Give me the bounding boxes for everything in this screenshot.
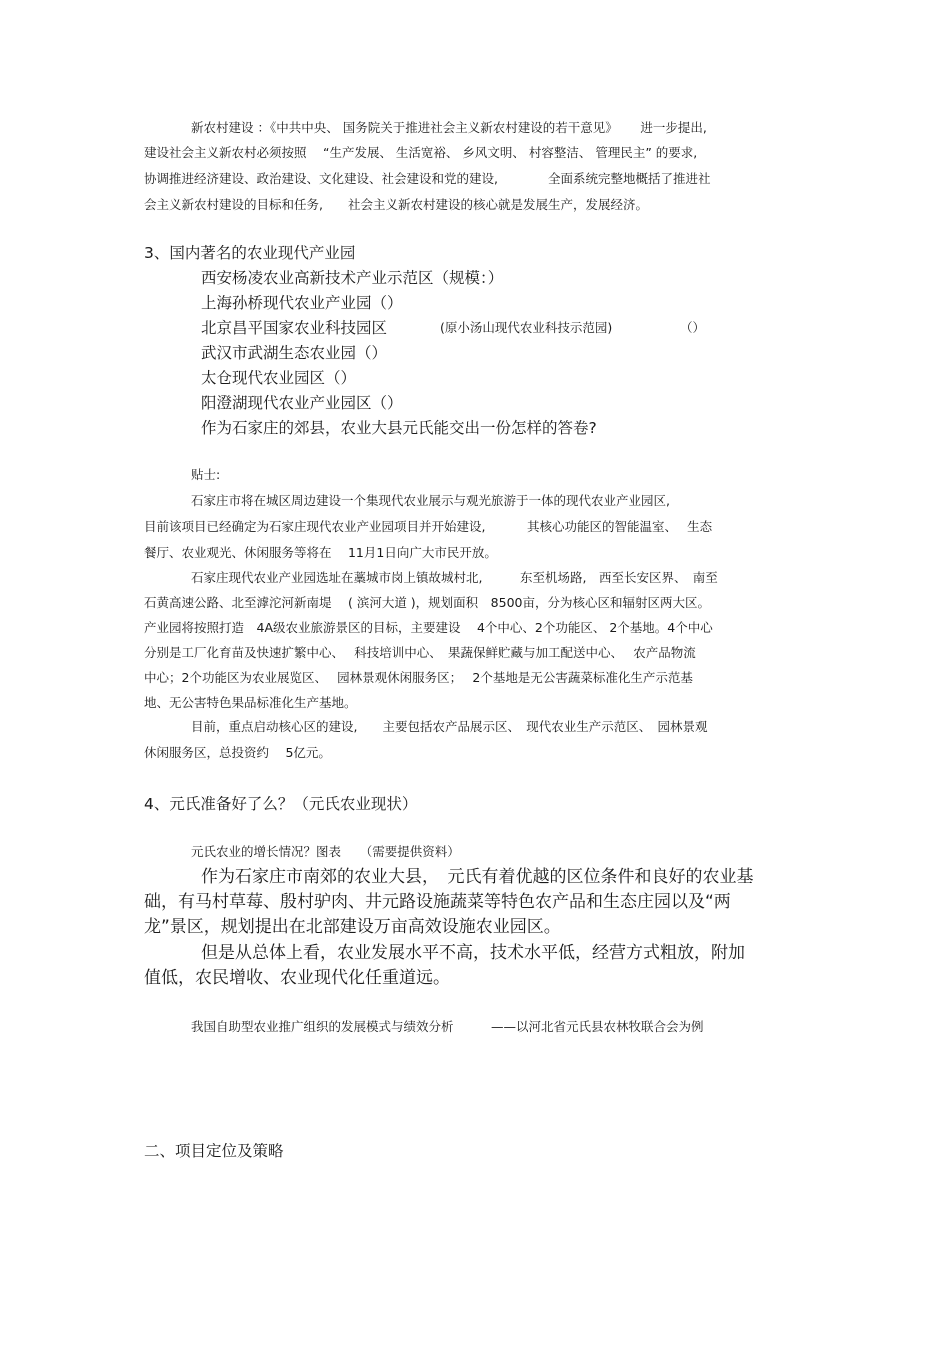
intro-line-1: 新农村建设 ：《中共中央、 国务院关于推进社会主义新农村建设的若干意见》 进一步提出, [191,120,707,135]
question-line: 作为石家庄的郊县，农业大县元氏能交出一份怎样的答卷? [201,419,597,437]
tips-label: 贴士: [191,467,221,482]
yuanshi-para-line-3: 龙”景区，规划提出在北部建设万亩高效设施农业园区。 [144,917,561,937]
yuanshi-para-line-2: 础，有马村草莓、殷村驴肉、井元路设施蔬菜等特色农产品和生态庄园以及“两 [144,892,731,912]
park-item-shanghai: 上海孙桥现代农业产业园（） [201,294,403,312]
intro-line-4: 会主义新农村建设的目标和任务, 社会主义新农村建设的核心就是发展生产，发展经济。 [144,197,648,212]
tips-line-1: 石家庄市将在城区周边建设一个集现代农业展示与观光旅游于一体的现代农业产业园区, [191,493,670,508]
tips-line-7: 分别是工厂化育苗及快速扩繁中心、 科技培训中心、 果蔬保鲜贮藏与加工配送中心、 农产品物流 [144,645,696,660]
park-item-beijing-paren: （） [680,320,706,335]
section4-heading: 4、元氏准备好了么？（元氏农业现状） [144,795,418,813]
park-item-xian: 西安杨凌农业高新技术产业示范区（规模：） [201,269,504,287]
park-item-beijing: 北京昌平国家农业科技园区 [201,319,388,337]
tips-line-9: 地、无公害特色果品标准化生产基地。 [144,695,357,710]
tips-line-2: 目前该项目已经确定为石家庄现代农业产业园项目并开始建设, 其核心功能区的智能温室、 生态 [144,519,713,534]
yuanshi-para-line-1: 作为石家庄市南郊的农业大县， 元氏有着优越的区位条件和良好的农业基 [201,867,754,887]
tips-line-10: 目前，重点启动核心区的建设, 主要包括农产品展示区、 现代农业生产示范区、 园林景观 [191,719,708,734]
park-item-wuhan: 武汉市武湖生态农业园（） [201,344,388,362]
park-item-beijing-note: (原小汤山现代农业科技示范园) [440,320,613,335]
yuanshi-para-line-4: 但是从总体上看，农业发展水平不高，技术水平低，经营方式粗放，附加 [201,943,745,963]
intro-line-2: 建设社会主义新农村必须按照 “生产发展、 生活宽裕、 乡风文明、 村容整洁、 管理民主” 的要求, [144,145,698,160]
yuanshi-para-line-5: 值低，农民增收、农业现代化任重道远。 [144,968,450,988]
tips-line-6: 产业园将按照打造 4A级农业旅游景区的目标，主要建设 4个中心、2个功能区、 2个基地。4个中心 [144,620,713,635]
tips-line-4: 石家庄现代农业产业园选址在藁城市岗上镇故城村北, 东至机场路, 西至长安区界、 南至 [191,570,718,585]
tips-line-5: 石黄高速公路、北至滹沱河新南堤 ( 滨河大道 )，规划面积 8500亩，分为核心区和辐射区两大区。 [144,595,710,610]
reference-line: 我国自助型农业推广组织的发展模式与绩效分析 ——以河北省元氏县农林牧联合会为例 [191,1019,704,1034]
tips-line-8: 中心；2个功能区为农业展览区、 园林景观休闲服务区； 2个基地是无公害蔬菜标准化生产示范基 [144,670,693,685]
tips-line-11: 休闲服务区，总投资约 5亿元。 [144,745,331,760]
tips-line-3: 餐厅、农业观光、休闲服务等将在 11月1日向广大市民开放。 [144,545,497,560]
intro-line-3: 协调推进经济建设、政治建设、文化建设、社会建设和党的建设, 全面系统完整地概括了推进社 [144,171,711,186]
chart-note: 元氏农业的增长情况？图表 （需要提供资料） [191,844,460,859]
park-item-taicang: 太仓现代农业园区（） [201,369,357,387]
section-two-heading: 二、项目定位及策略 [144,1142,284,1160]
park-item-yangchenghu: 阳澄湖现代农业产业园区（） [201,394,403,412]
section3-heading: 3、国内著名的农业现代产业园 [144,244,356,262]
